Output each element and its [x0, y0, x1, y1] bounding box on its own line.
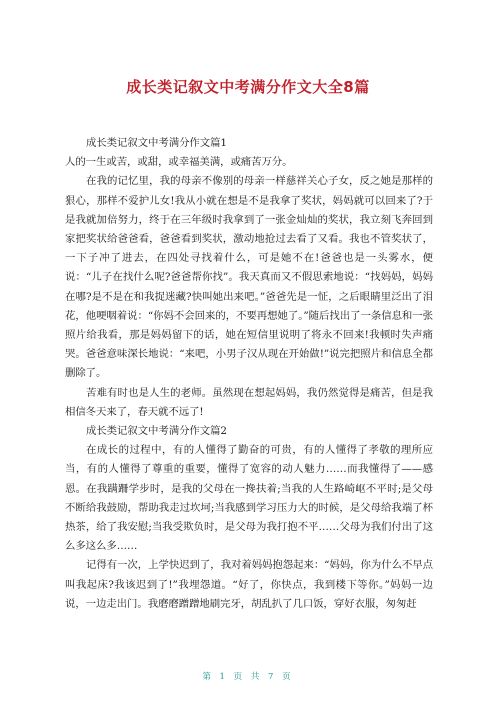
paragraph: 在我的记忆里，我的母亲不像别的母亲一样慈祥关心子女，反之她是那样的狠心，那样不爱护儿女!我从小就在想是不是我拿了奖状，妈妈就可以回来了?于是我就加倍努力，终于在三年级时我拿到了一张金灿灿的奖状，我立刻飞奔回到家把奖状给爸爸看，爸爸看到奖状，激动地抢过去看了又看。我也不管奖状了，一下子冲了进去，在四处寻找着什么，可是她不在!爸爸也是一头雾水，便说：“儿子在找什么呢?爸爸帮你找”。我天真而又不假思索地说：“找妈妈，妈妈在哪?是不是在和我捉迷藏?快叫她出来吧。”爸爸先是一怔，之后眼睛里泛出了泪花，他哽咽着说：“你妈不会回来的，不要再想她了。”随后找出了一条信息和一张照片给我看，那是妈妈留下的话，她在短信里说明了将永不回来!我顿时失声痛哭。爸爸意味深长地说：“来吧，小男子汉从现在开始做!”说完把照片和信息全都删除了。	[65, 175, 433, 380]
paragraph: 在成长的过程中，有的人懂得了勤奋的可贵，有的人懂得了孝敬的理所应当，有的人懂得了尊重的重要，懂得了宽容的动人魅力……而我懂得了——感恩。在我蹒跚学步时，是我的父母在一搀扶着;当我的人生路崎岖不平时;是父母不断给我鼓励，帮助我走过坎坷;当我感到学习压力大的时候，是父母给我端了杯热茶，给了我安慰;当我受欺负时，是父母为我打抱不平……父母为我们付出了这么多这么多……	[65, 444, 433, 553]
document-body	[65, 134, 433, 614]
section-heading-1: 成长类记叙文中考满分作文篇1	[86, 137, 227, 149]
paragraph: 记得有一次，上学快迟到了，我对着妈妈抱怨起来：“妈妈，你为什么不早点叫我起床?我该迟到了!”我埋怨道。“好了，你快点，我到楼下等你。”妈妈一边说，一边走出门。我磨磨蹭蹭地刷完牙，胡乱扒了几口饭，穿好衣服，匆匆赶	[65, 559, 433, 610]
section-heading-2: 成长类记叙文中考满分作文篇2	[86, 425, 227, 438]
paragraph: 苦难有时也是人生的老师。虽然现在想起妈妈，我仍然觉得是痛苦，但是我相信冬天来了，春天就不远了!	[65, 386, 433, 418]
document-title: 成长类记叙文中考满分作文大全8篇	[126, 78, 370, 96]
page-footer: 第 1 页 共 7 页	[202, 672, 294, 682]
paragraph: 人的一生或苦，或甜，或幸福美满，或痛苦万分。	[65, 156, 293, 169]
